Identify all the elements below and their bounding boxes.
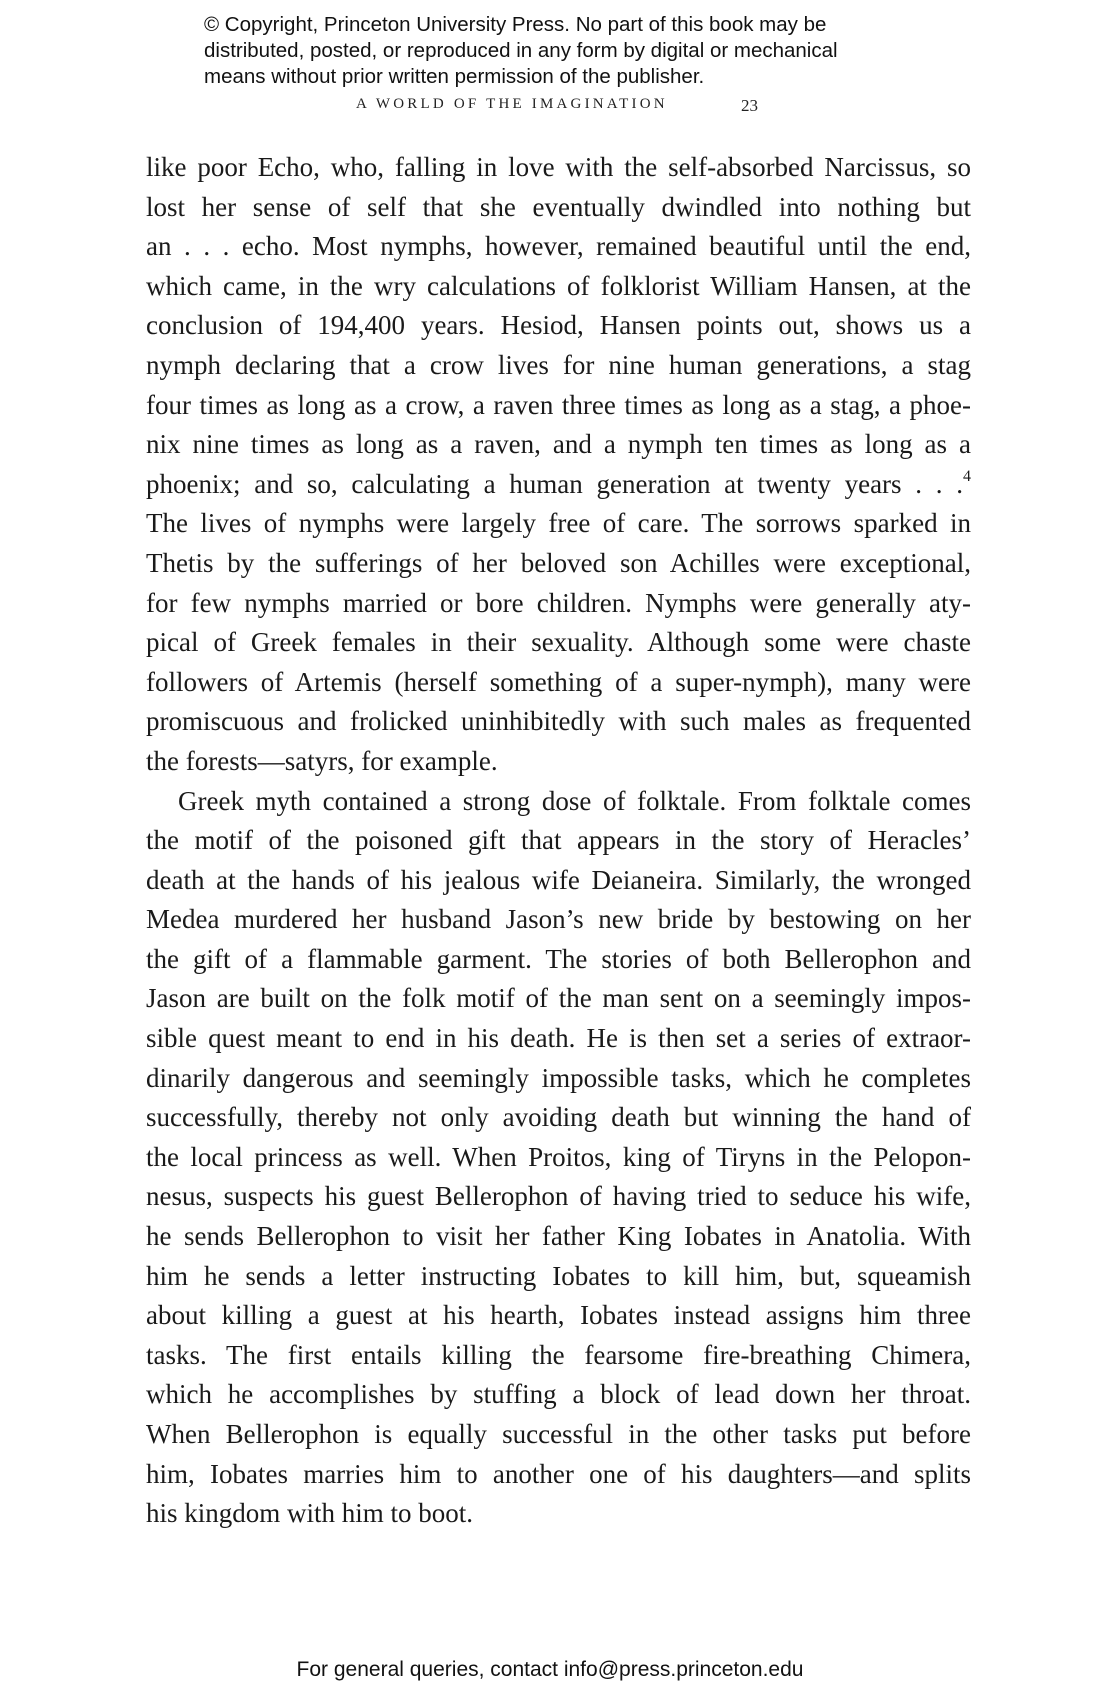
text-line: pical of Greek females in their sexuality. Although some were chaste [146,627,971,658]
text-line: conclusion of 194,400 years. Hesiod, Hansen points out, shows us a [146,310,971,341]
text-line: nesus, suspects his guest Bellerophon of having tried to seduce his wife, [146,1181,971,1212]
text-line: promiscuous and frolicked uninhibitedly with such males as frequented [146,706,971,737]
text-line: for few nymphs married or bore children. Nymphs were generally aty- [146,587,971,618]
text-line: Medea murdered her husband Jason’s new bride by bestowing on her [146,904,971,935]
text-line: followers of Artemis (herself something of a super-nymph), many were [146,666,971,697]
copyright-notice [204,12,944,90]
copyright-line: distributed, posted, or reproduced in any form by digital or mechanical [204,39,838,62]
text-line: him he sends a letter instructing Iobates to kill him, but, squeamish [146,1260,971,1291]
text-line: nymph declaring that a crow lives for nine human generations, a stag [146,349,971,380]
text-line: Jason are built on the folk motif of the man sent on a seemingly impos- [146,983,971,1014]
page-number: 23 [741,96,758,115]
text-line: about killing a guest at his hearth, Iobates instead assigns him three [146,1300,971,1331]
copyright-line: means without prior written permission of the publisher. [204,65,705,88]
text-line-with-footnote [146,465,971,505]
text-line: the gift of a flammable garment. The stories of both Bellerophon and [146,943,971,974]
text-line: sible quest meant to end in his death. He is then set a series of extraor- [146,1023,971,1054]
footer-contact: For general queries, contact info@press.princeton.edu [296,1658,804,1681]
text-line: lost her sense of self that she eventually dwindled into nothing but [146,191,971,222]
text-line: the local princess as well. When Proitos, king of Tiryns in the Pelopon- [146,1141,971,1172]
text-line: tasks. The first entails killing the fearsome fire-breathing Chimera, [146,1339,971,1370]
text-line: dinarily dangerous and seemingly impossible tasks, which he completes [146,1062,971,1093]
text-line: which came, in the wry calculations of folklorist William Hansen, at the [146,270,971,301]
footnote-marker: 4 [963,467,971,485]
text-line: him, Iobates marries him to another one of his daughters—and splits [146,1458,971,1489]
copyright-line: © Copyright, Princeton University Press. No part of this book may be [204,13,827,36]
text-line: like poor Echo, who, falling in love with the self-absorbed Narcissus, so [146,152,971,182]
text-line: Greek myth contained a strong dose of folktale. From folktale comes [178,785,971,816]
text-line: When Bellerophon is equally successful in the other tasks put before [146,1419,971,1449]
text-line: the forests—satyrs, for example. [146,745,498,776]
text-line: Thetis by the sufferings of her beloved son Achilles were exceptional, [146,547,971,578]
text-line: which he accomplishes by stuffing a block of lead down her throat. [146,1379,971,1410]
text-line: death at the hands of his jealous wife Deianeira. Similarly, the wronged [146,864,971,895]
text-line: four times as long as a crow, a raven three times as long as a stag, a phoe- [146,389,971,420]
running-head: A WORLD OF THE IMAGINATION [356,96,668,112]
text-line: his kingdom with him to boot. [146,1498,474,1529]
text-line: nix nine times as long as a raven, and a nymph ten times as long as a [146,429,971,460]
text-line: he sends Bellerophon to visit her father King Iobates in Anatolia. With [146,1221,971,1252]
text-line: The lives of nymphs were largely free of care. The sorrows sparked in [146,508,971,539]
body-text [146,148,971,1534]
text-line: successfully, thereby not only avoiding death but winning the hand of [146,1102,971,1133]
text-line: an . . . echo. Most nymphs, however, remained beautiful until the end, [146,231,971,262]
text-line: phoenix; and so, calculating a human generation at twenty years . . . [146,468,963,499]
text-line: the motif of the poisoned gift that appears in the story of Heracles’ [146,825,971,856]
